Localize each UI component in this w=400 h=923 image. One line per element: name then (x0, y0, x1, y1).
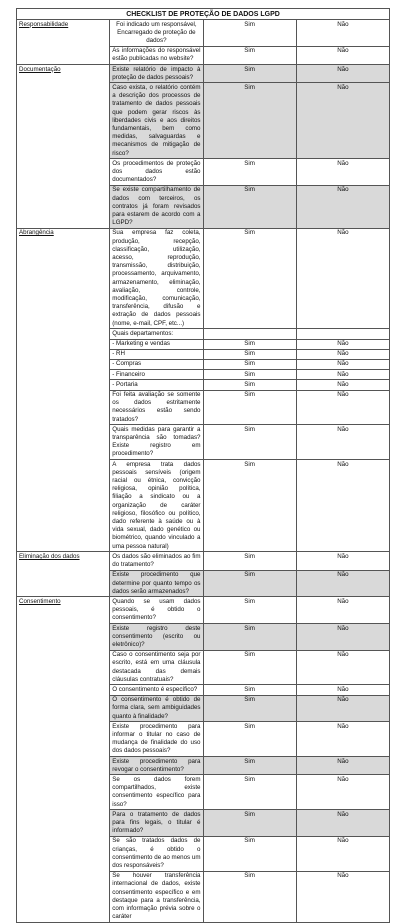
no-option[interactable]: Não (296, 228, 389, 328)
checklist-question: Sua empresa faz coleta, produção, recepção, classificação, utilização, acesso, reprodução, transmissão, distribuição, processamento, arquivamento, armazenamento, eliminação, avaliação, controle, modificação, comunicação, transferência, difusão e extração de dados pessoais (nome, e-mail, CPF, etc...) (110, 228, 203, 328)
checklist-question: Os procedimentos de proteção dos dados estão documentados? (110, 159, 203, 186)
no-option[interactable]: Não (296, 159, 389, 186)
yes-option[interactable]: Sim (203, 370, 296, 380)
checklist-question: O consentimento é obtido de forma clara, sem ambiguidades quanto à finalidade? (110, 695, 203, 722)
yes-option[interactable]: Sim (203, 624, 296, 651)
checklist-row (17, 552, 390, 570)
no-option[interactable] (296, 329, 389, 339)
no-option[interactable]: Não (296, 836, 389, 871)
section-label: Documentação (19, 65, 61, 73)
section-label: Eliminação dos dados (19, 552, 80, 560)
no-option[interactable]: Não (296, 20, 389, 47)
section-name (17, 228, 110, 552)
checklist-question: Se os dados forem compartilhados, existe consentimento específico para isso? (110, 775, 203, 810)
yes-option[interactable]: Sim (203, 552, 296, 570)
yes-option[interactable]: Sim (203, 425, 296, 460)
yes-option[interactable]: Sim (203, 65, 296, 83)
checklist-question: Se são tratados dados de crianças, é obtido o consentimento de ao menos um dos responsáveis? (110, 836, 203, 871)
yes-option[interactable]: Sim (203, 757, 296, 775)
yes-option[interactable]: Sim (203, 359, 296, 369)
no-option[interactable]: Não (296, 597, 389, 624)
section-name (17, 65, 110, 229)
checklist-question: - Marketing e vendas (110, 339, 203, 349)
yes-option[interactable]: Sim (203, 20, 296, 47)
no-option[interactable]: Não (296, 624, 389, 651)
yes-option[interactable]: Sim (203, 650, 296, 685)
section-name (17, 20, 110, 65)
yes-option[interactable]: Sim (203, 185, 296, 228)
yes-option[interactable]: Sim (203, 685, 296, 695)
checklist-question: Foi feita avaliação se somente os dados estritamente necessários estão sendo tratados? (110, 390, 203, 425)
checklist-question: Caso exista, o relatório contém a descrição dos processos de tratamento de dados pessoais que podem gerar riscos às liberdades civis e aos direitos fundamentais, bem como medidas, salvaguardas e mecanismos de mitigação de risco? (110, 83, 203, 159)
no-option[interactable]: Não (296, 349, 389, 359)
no-option[interactable]: Não (296, 65, 389, 83)
checklist-question: Quando se usam dados pessoais, é obtido o consentimento? (110, 597, 203, 624)
yes-option[interactable]: Sim (203, 871, 296, 922)
checklist-question: Quais medidas para garantir a transparência são tomadas? Existe registro em procedimento? (110, 425, 203, 460)
checklist-question: Existe procedimento que determine por quanto tempo os dados serão armazenados? (110, 570, 203, 597)
yes-option[interactable]: Sim (203, 836, 296, 871)
checklist-row (17, 228, 390, 328)
yes-option[interactable]: Sim (203, 390, 296, 425)
section-name (17, 552, 110, 597)
section-label: Consentimento (19, 597, 61, 605)
checklist-question: Existe procedimento para revogar o consentimento? (110, 757, 203, 775)
section-label: Abrangência (19, 229, 54, 237)
no-option[interactable]: Não (296, 757, 389, 775)
checklist-question: Foi indicado um responsável, Encarregado de proteção de dados? (110, 20, 203, 47)
yes-option[interactable]: Sim (203, 228, 296, 328)
yes-option[interactable]: Sim (203, 810, 296, 837)
checklist-question: A empresa trata dados pessoais sensíveis (origem racial ou étnica, convicção religiosa, opinião política, filiação a sindicato ou a organização de caráter religioso, filosófico ou político, dado referente à saúde ou à vida sexual, dado genético ou biométrico, quando vinculado a uma pessoa natural) (110, 460, 203, 552)
no-option[interactable]: Não (296, 685, 389, 695)
checklist-question: Se existe compartilhamento de dados com terceiros, os contratos já foram revisados para estarem de acordo com a LGPD? (110, 185, 203, 228)
no-option[interactable]: Não (296, 359, 389, 369)
checklist-question: As informações do responsável estão publicadas no website? (110, 46, 203, 64)
no-option[interactable]: Não (296, 185, 389, 228)
no-option[interactable]: Não (296, 722, 389, 757)
title-row (17, 9, 390, 20)
checklist-row (17, 597, 390, 624)
no-option[interactable]: Não (296, 370, 389, 380)
no-option[interactable]: Não (296, 380, 389, 390)
yes-option[interactable]: Sim (203, 775, 296, 810)
no-option[interactable]: Não (296, 570, 389, 597)
no-option[interactable]: Não (296, 425, 389, 460)
no-option[interactable]: Não (296, 46, 389, 64)
yes-option[interactable]: Sim (203, 349, 296, 359)
checklist-question: - RH (110, 349, 203, 359)
section-name (17, 597, 110, 923)
document-title: CHECKLIST DE PROTEÇÃO DE DADOS LGPD (17, 9, 390, 20)
no-option[interactable]: Não (296, 871, 389, 922)
checklist-table (16, 8, 390, 923)
yes-option[interactable]: Sim (203, 695, 296, 722)
no-option[interactable]: Não (296, 775, 389, 810)
no-option[interactable]: Não (296, 810, 389, 837)
checklist-question: Para o tratamento de dados para fins legais, o titular é informado? (110, 810, 203, 837)
no-option[interactable]: Não (296, 460, 389, 552)
yes-option[interactable]: Sim (203, 570, 296, 597)
yes-option[interactable]: Sim (203, 46, 296, 64)
checklist-question: Se houver transferência internacional de dados, existe consentimento específico e em destaque para a transferência, com informação prévia sobre o caráter (110, 871, 203, 922)
checklist-question: Existe procedimento para informar o titular no caso de mudança de finalidade do uso dos dados pessoais? (110, 722, 203, 757)
checklist-row (17, 65, 390, 83)
no-option[interactable]: Não (296, 650, 389, 685)
yes-option[interactable]: Sim (203, 83, 296, 159)
no-option[interactable]: Não (296, 390, 389, 425)
yes-option[interactable]: Sim (203, 722, 296, 757)
yes-option[interactable]: Sim (203, 380, 296, 390)
yes-option[interactable]: Sim (203, 460, 296, 552)
no-option[interactable]: Não (296, 552, 389, 570)
checklist-document (16, 8, 390, 923)
section-label: Responsabilidade (19, 20, 69, 28)
checklist-question: - Portaria (110, 380, 203, 390)
checklist-question: O consentimento é específico? (110, 685, 203, 695)
checklist-row (17, 20, 390, 47)
checklist-question: - Compras (110, 359, 203, 369)
checklist-question: - Financeiro (110, 370, 203, 380)
yes-option[interactable]: Sim (203, 159, 296, 186)
no-option[interactable]: Não (296, 339, 389, 349)
yes-option[interactable]: Sim (203, 339, 296, 349)
checklist-question: Quais departamentos: (110, 329, 203, 339)
yes-option[interactable]: Sim (203, 597, 296, 624)
no-option[interactable]: Não (296, 695, 389, 722)
no-option[interactable]: Não (296, 83, 389, 159)
checklist-question: Caso o consentimento seja por escrito, está em uma cláusula destacada das demais cláusulas contratuais? (110, 650, 203, 685)
checklist-question: Existe relatório de impacto à proteção de dados pessoais? (110, 65, 203, 83)
checklist-question: Os dados são eliminados ao fim do tratamento? (110, 552, 203, 570)
checklist-question: Existe registro deste consentimento (escrito ou eletrônico)? (110, 624, 203, 651)
yes-option[interactable] (203, 329, 296, 339)
